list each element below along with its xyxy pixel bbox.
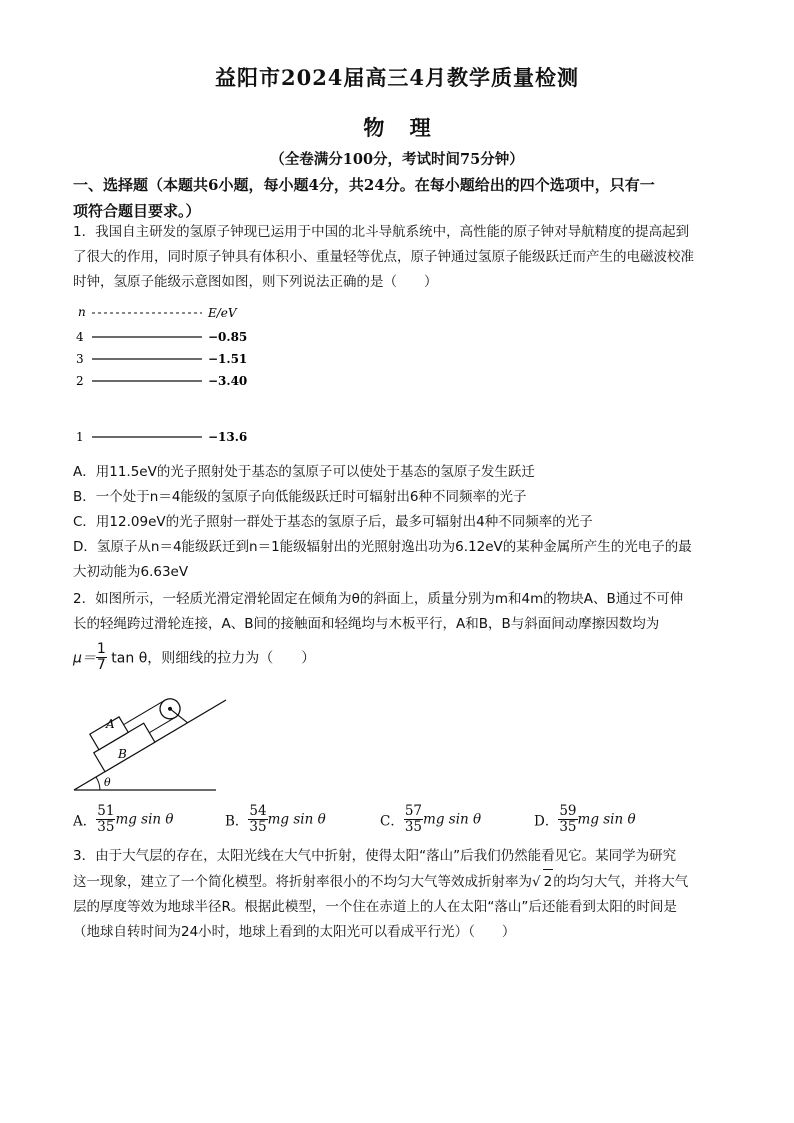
q2-choice-a-expr: mg sin θ (115, 811, 174, 828)
q2-mu-num: 1 (96, 641, 106, 657)
q2-choice-c-den: 35 (404, 819, 423, 835)
q3-line2 (73, 869, 733, 895)
q2-choice-c (380, 804, 481, 835)
question-1-stem (73, 220, 733, 295)
theta-label: θ (104, 776, 111, 789)
q1-option-b: B．一个处于n＝4能级的氢原子向低能级跃迁时可辐射出6种不同频率的光子 (73, 489, 527, 505)
q2-mu-den: 7 (96, 657, 106, 673)
label-b: B (118, 747, 127, 761)
q2-choice-b-num: 54 (249, 803, 267, 819)
q2-choice-b (225, 804, 326, 835)
q1-option-d-line1: D．氢原子从n＝4能级跃迁到n＝1能级辐射出的光照射逸出功为6.12eV的某种金属所产生的光电子的最 (73, 539, 692, 555)
exam-note: （全卷满分100分，考试时间75分钟） (270, 151, 524, 168)
q2-mu-prefix: μ＝ (73, 650, 96, 667)
label-a: A (106, 717, 115, 731)
q2-choice-a-den: 35 (97, 819, 115, 835)
q3-line1: 3．由于大气层的存在，太阳光线在大气中折射，使得太阳“落山”后我们仍然能看见它。某同学为研究 (73, 848, 677, 864)
q2-choice-d-den: 35 (559, 819, 577, 835)
q2-choice-a (73, 804, 174, 835)
level-3 (76, 352, 247, 366)
q2-choice-b-den: 35 (249, 819, 267, 835)
angle-arc (96, 777, 100, 790)
section-heading-line2: 项符合题目要求。） (73, 202, 201, 220)
q1-line2: 了很大的作用，同时原子钟具有体积小、重量轻等优点，原子钟通过氢原子能级跃迁而产生的电磁波校准 (73, 249, 694, 265)
q2-line2: 长的轻绳跨过滑轮连接，A、B间的接触面和轻绳均与木板平行，A和B，B与斜面间动摩擦因数均为 (73, 616, 660, 632)
q2-choice-c-letter: C． (380, 813, 404, 830)
q2-choice-b-letter: B． (225, 813, 249, 830)
sqrt-symbol: √ (532, 874, 541, 890)
q1-line3: 时钟，氢原子能级示意图如图，则下列说法正确的是（ ） (73, 274, 438, 290)
level-2-n: 2 (76, 374, 84, 388)
q2-mu-line (73, 642, 315, 673)
q1-option-a: A．用11.5eV的光子照射处于基态的氢原子可以使处于基态的氢原子发生跃迁 (73, 464, 535, 480)
level-4-n: 4 (76, 330, 84, 344)
rope-b (149, 717, 175, 732)
level-1-energy: −13.6 (208, 430, 248, 444)
q1-line1: 1．我国自主研发的氢原子钟现已运用于中国的北斗导航系统中，高性能的原子钟对导航精度的提高起到 (73, 224, 690, 240)
level-4-energy: −0.85 (208, 330, 248, 344)
section-heading-line1: 一、选择题（本题共6小题，每小题4分，共24分。在每小题给出的四个选项中，只有一 (73, 176, 655, 194)
diagram-e-label: E/eV (208, 306, 237, 320)
q1-option-d (73, 535, 733, 585)
q2-choice-d-fraction (558, 804, 577, 835)
blocks-group (85, 687, 190, 771)
energy-level-diagram (70, 296, 270, 446)
q1-option-c: C．用12.09eV的光子照射一群处于基态的氢原子后，最多可辐射出4种不同频率的光子 (73, 514, 593, 530)
q2-choice-b-expr: mg sin θ (267, 811, 326, 828)
exam-title: 益阳市2024届高三4月教学质量检测 (214, 65, 580, 90)
q2-choice-c-fraction (404, 804, 423, 835)
incline-diagram (70, 686, 230, 796)
q2-choice-d-num: 59 (559, 803, 577, 819)
question-3-stem (73, 844, 733, 945)
level-3-energy: −1.51 (208, 352, 248, 366)
q2-choice-c-num: 57 (404, 803, 423, 819)
level-2 (76, 374, 247, 388)
level-2-energy: −3.40 (208, 374, 248, 388)
q2-choice-b-fraction (248, 804, 267, 835)
level-1-n: 1 (76, 430, 84, 444)
q2-choice-c-expr: mg sin θ (423, 811, 482, 828)
q2-choice-a-letter: A． (73, 813, 97, 830)
q3-line2-pre: 这一现象，建立了一个简化模型。将折射率很小的不均匀大气等效成折射率为 (73, 874, 532, 890)
q2-choice-d-expr: mg sin θ (577, 811, 636, 828)
exam-subject: 物 理 (363, 115, 431, 140)
diagram-n-label: n (78, 305, 86, 319)
level-4 (76, 330, 247, 344)
q2-choice-d-letter: D． (534, 813, 559, 830)
q2-mu-suffix: tan θ，则细线的拉力为（ ） (111, 650, 316, 667)
q3-line2-post: 的均匀大气，并将大气 (553, 874, 689, 890)
rope-a (124, 700, 165, 724)
q2-mu-fraction (96, 642, 107, 673)
q3-line3: 层的厚度等效为地球半径R。根据此模型，一个住在赤道上的人在太阳“落山”后还能看到太阳的时间是 (73, 899, 677, 915)
q2-choice-a-fraction (96, 804, 115, 835)
section-heading (73, 172, 733, 224)
q2-line1: 2．如图所示，一轻质光滑定滑轮固定在倾角为θ的斜面上，质量分别为m和4m的物块A、B通过不可伸 (73, 591, 684, 607)
q3-line4: （地球自转时间为24小时，地球上看到的太阳光可以看成平行光）（ ） (73, 924, 516, 940)
q2-choice-d (534, 804, 636, 835)
level-1 (76, 430, 247, 444)
q1-option-d-line2: 大初动能为6.63eV (73, 564, 189, 580)
q2-choice-a-num: 51 (97, 803, 115, 819)
q3-sqrt-value: 2 (543, 869, 554, 895)
level-3-n: 3 (76, 352, 84, 366)
question-2-stem (73, 587, 733, 637)
